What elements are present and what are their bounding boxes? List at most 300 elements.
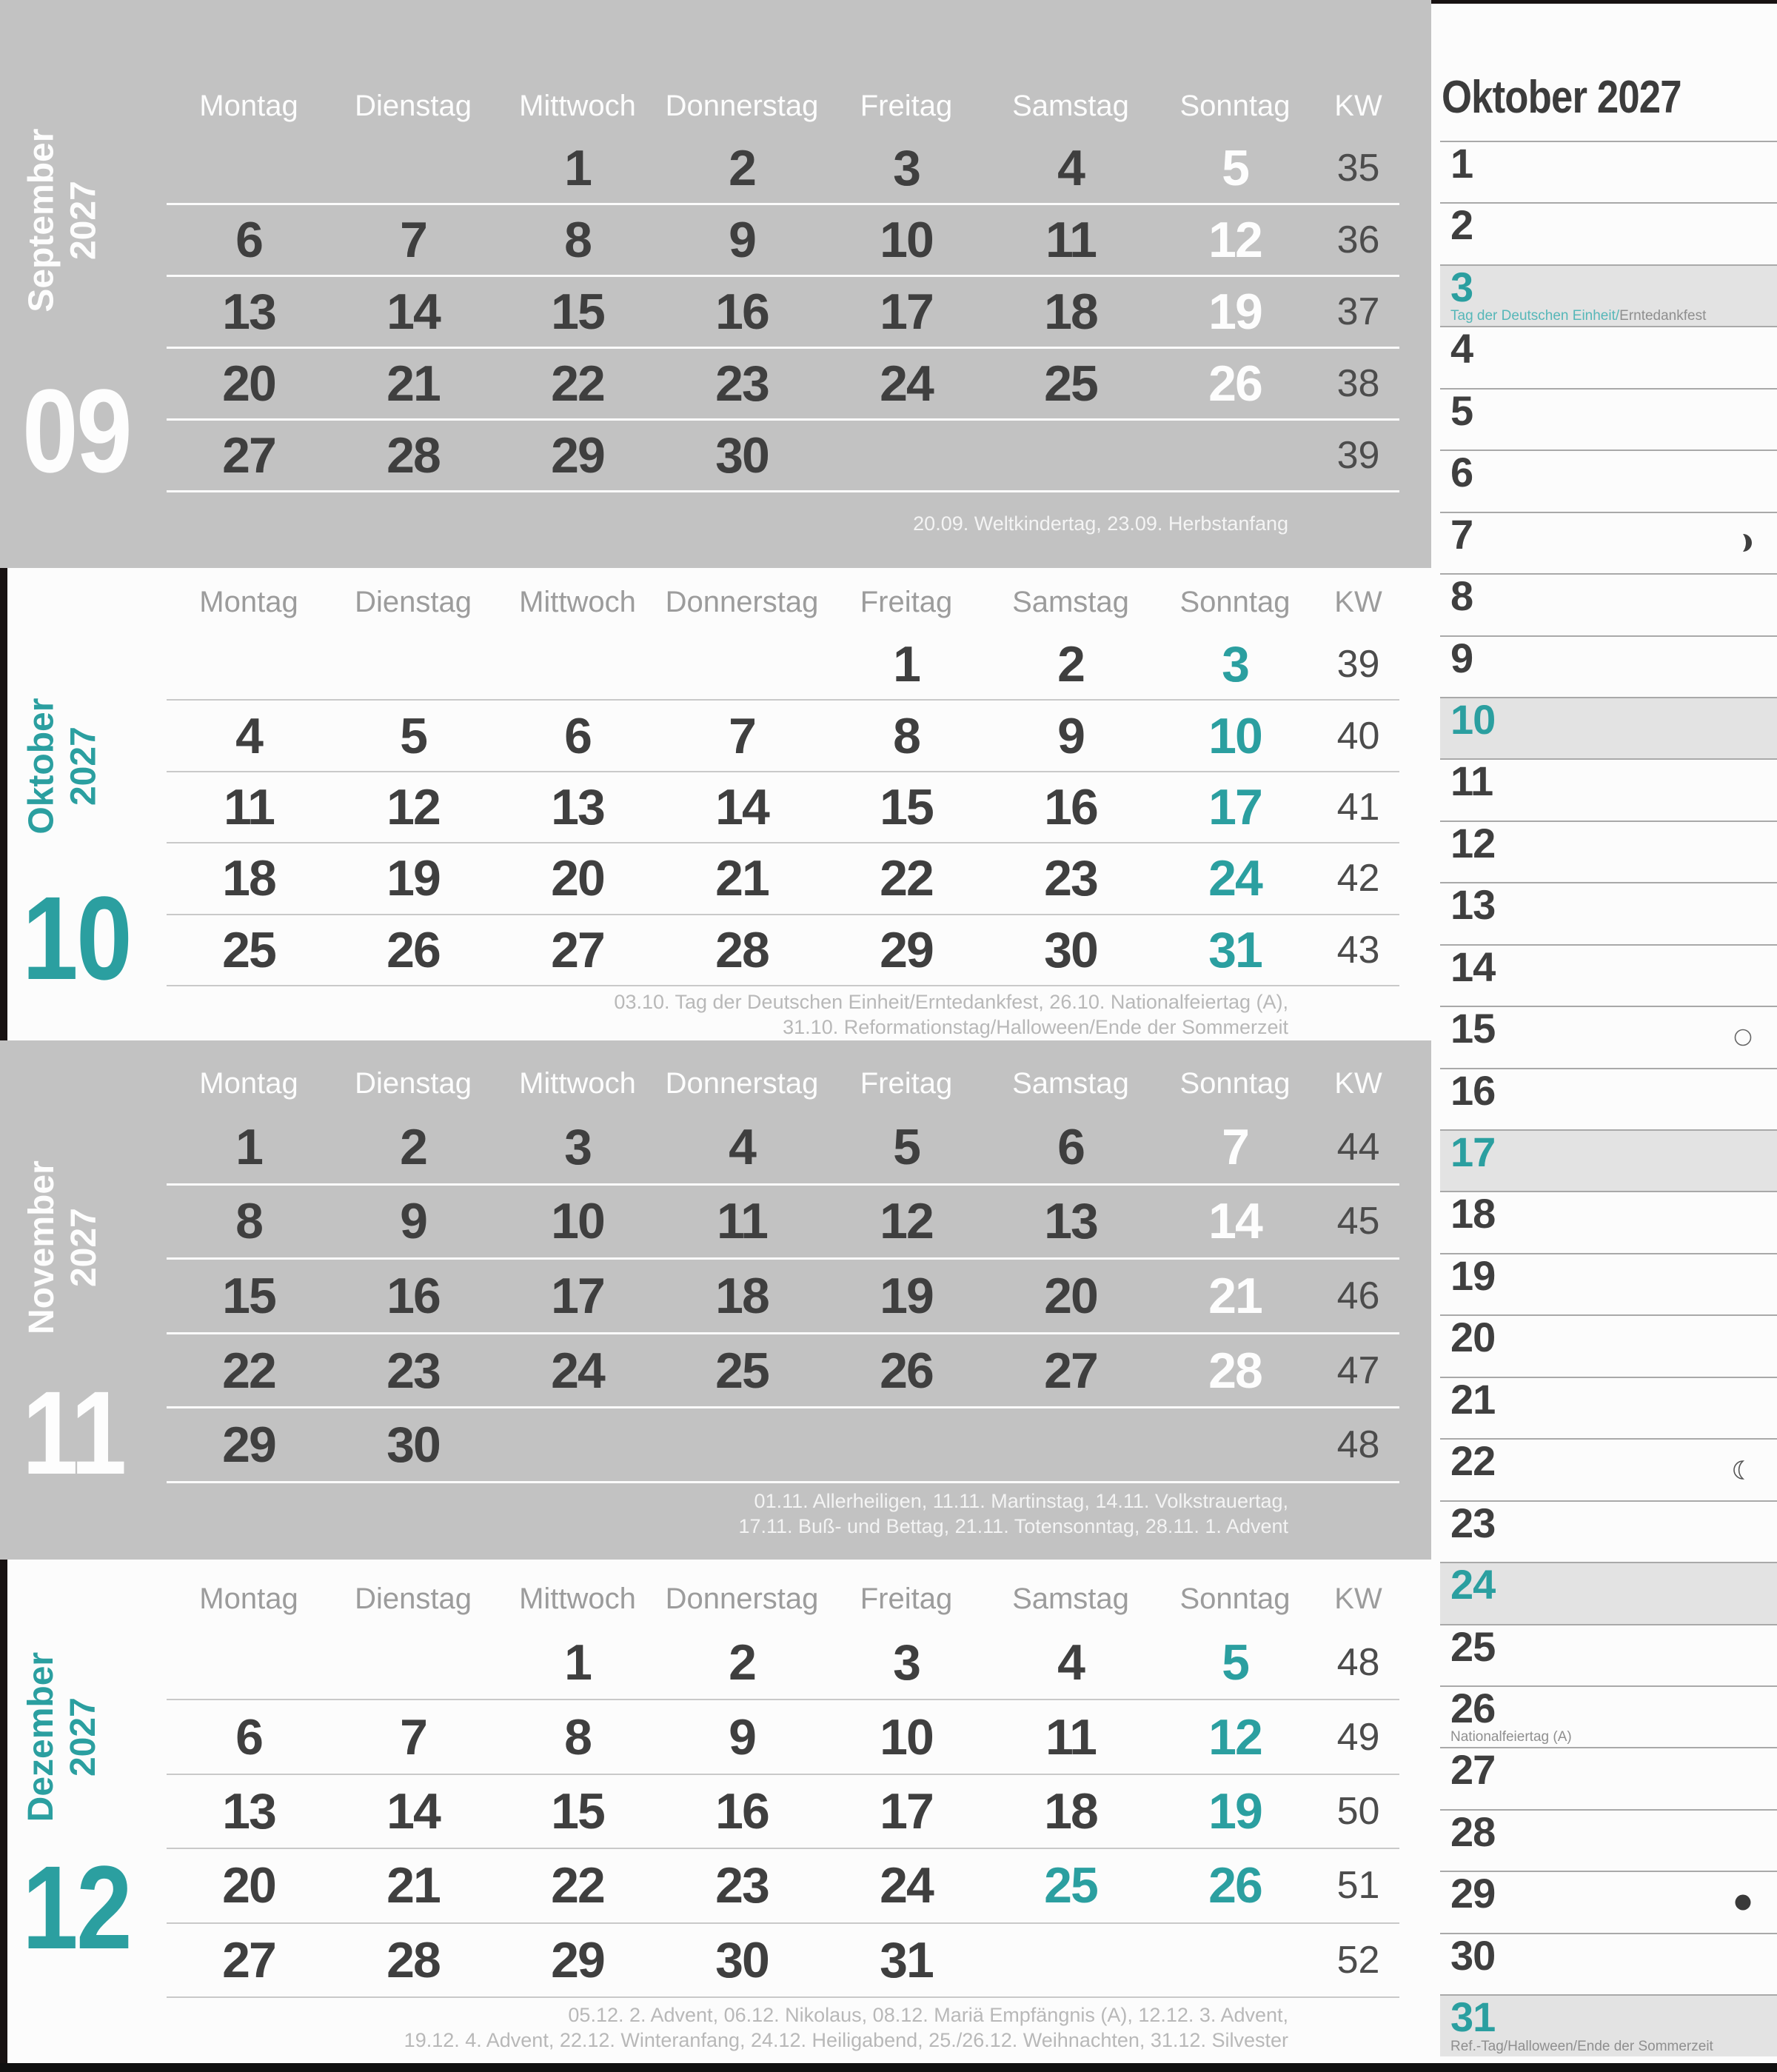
sidebar-day-number: 19 xyxy=(1450,1251,1496,1299)
week-row xyxy=(167,203,1399,275)
sidebar-day-number: 15 xyxy=(1450,1005,1496,1052)
month-name: September xyxy=(21,128,61,313)
week-row xyxy=(167,1626,1399,1699)
sidebar-day-number: 8 xyxy=(1450,572,1473,620)
day-cell xyxy=(331,1626,495,1699)
month-label-year: 2027 xyxy=(64,181,103,261)
calendar-week-number: 39 xyxy=(1336,434,1380,477)
weekday-header-mittwoch: Mittwoch xyxy=(519,586,636,618)
calendar-week-number: 36 xyxy=(1336,218,1380,261)
day-cell xyxy=(988,1924,1153,1996)
day-cell: 22 xyxy=(880,850,933,907)
sidebar-day-row xyxy=(1440,821,1777,882)
day-cell xyxy=(824,1408,988,1481)
sidebar-day-row xyxy=(1440,1129,1777,1191)
week-row xyxy=(167,1183,1399,1258)
weekday-header-mittwoch: Mittwoch xyxy=(519,1583,636,1615)
weekday-header-montag: Montag xyxy=(199,1583,298,1615)
day-cell: 25 xyxy=(1044,1857,1097,1914)
week-row xyxy=(167,1922,1399,1996)
day-cell xyxy=(824,421,988,490)
sidebar-day-row xyxy=(1440,1191,1777,1252)
day-cell: 14 xyxy=(715,779,769,836)
sidebar-day-number: 6 xyxy=(1450,449,1473,496)
sidebar-day-number: 23 xyxy=(1450,1499,1496,1546)
day-cell: 15 xyxy=(551,284,604,340)
month-year-label xyxy=(0,648,126,885)
day-cell: 28 xyxy=(386,427,440,484)
day-cell: 28 xyxy=(715,921,769,978)
day-cell: 18 xyxy=(222,850,275,907)
day-cell xyxy=(331,133,495,203)
day-cell: 1 xyxy=(564,140,591,196)
day-cell: 28 xyxy=(1208,1342,1262,1399)
sidebar-day-number: 18 xyxy=(1450,1190,1496,1237)
day-cell: 5 xyxy=(1222,140,1248,196)
month-holiday-note xyxy=(167,985,1399,1040)
calendar-week-number: 45 xyxy=(1336,1200,1380,1243)
weekday-header-row xyxy=(167,1560,1399,1626)
day-cell xyxy=(660,629,824,699)
month-holiday-note-line: 03.10. Tag der Deutschen Einheit/Erntedankfest, 26.10. Nationalfeiertag (A), xyxy=(614,991,1288,1013)
day-cell: 26 xyxy=(386,921,440,978)
day-cell: 5 xyxy=(1222,1634,1248,1691)
calendar-week-number: 37 xyxy=(1336,290,1380,333)
day-cell: 13 xyxy=(1044,1193,1097,1250)
day-cell xyxy=(331,629,495,699)
month-label-year: 2027 xyxy=(64,1208,103,1288)
day-cell: 15 xyxy=(880,779,933,836)
sidebar-day-number: 2 xyxy=(1450,201,1473,249)
day-cell: 14 xyxy=(386,284,440,340)
calendar-week-number: 40 xyxy=(1336,714,1380,758)
day-cell xyxy=(1153,1924,1317,1996)
day-cell xyxy=(660,1408,824,1481)
calendar-week-number: 50 xyxy=(1336,1790,1380,1834)
month-name: November xyxy=(21,1160,61,1335)
day-cell: 19 xyxy=(386,850,440,907)
sidebar-day-row xyxy=(1440,512,1777,573)
sidebar-day-number: 16 xyxy=(1450,1066,1496,1114)
sidebar-day-holiday-note xyxy=(1450,1729,1572,1745)
week-row xyxy=(167,418,1399,490)
weekday-header-sonntag: Sonntag xyxy=(1179,1583,1291,1615)
kw-header: KW xyxy=(1334,1067,1382,1100)
month-holiday-note-line: 05.12. 2. Advent, 06.12. Nikolaus, 08.12. Mariä Empfängnis (A), 12.12. 3. Advent, xyxy=(568,2004,1288,2026)
sidebar-day-row xyxy=(1440,944,1777,1006)
day-cell: 22 xyxy=(551,355,604,412)
day-cell: 25 xyxy=(222,921,275,978)
month-holiday-note xyxy=(167,490,1399,568)
sidebar-day-number: 14 xyxy=(1450,943,1496,990)
sidebar-day-row xyxy=(1440,697,1777,758)
weekday-header-dienstag: Dienstag xyxy=(355,90,472,122)
calendar-week-number: 35 xyxy=(1336,147,1380,190)
day-cell: 3 xyxy=(1222,636,1248,693)
sidebar-day-number: 1 xyxy=(1450,140,1473,187)
week-rows xyxy=(167,1626,1399,1998)
day-cell: 6 xyxy=(1057,1118,1084,1175)
sidebar-day-number: 24 xyxy=(1450,1561,1496,1608)
day-cell xyxy=(495,629,660,699)
calendar-week-number: 49 xyxy=(1336,1715,1380,1759)
day-cell: 18 xyxy=(715,1267,769,1324)
weekday-header-montag: Montag xyxy=(199,1067,298,1100)
sidebar-day-number: 31 xyxy=(1450,1994,1496,2041)
day-cell: 10 xyxy=(1208,707,1262,764)
day-cell: 11 xyxy=(1045,1708,1096,1765)
sidebar-day-row xyxy=(1440,635,1777,697)
day-cell: 7 xyxy=(400,1708,426,1765)
sidebar-day-row xyxy=(1440,758,1777,820)
month-year-label-text xyxy=(21,698,104,835)
week-row xyxy=(167,771,1399,842)
day-cell: 25 xyxy=(715,1342,769,1399)
weekday-header-dienstag: Dienstag xyxy=(355,1583,472,1615)
month-number: 11 xyxy=(22,1366,125,1499)
weekday-header-montag: Montag xyxy=(199,586,298,618)
day-cell: 18 xyxy=(1044,1783,1097,1840)
month-block-september xyxy=(0,0,1431,568)
month-year-label-text xyxy=(21,1161,104,1335)
weekday-header-montag: Montag xyxy=(199,90,298,122)
sidebar-day-number: 13 xyxy=(1450,881,1496,929)
calendar-week-number: 39 xyxy=(1336,643,1380,686)
weekday-header-sonntag: Sonntag xyxy=(1179,586,1291,618)
day-cell: 22 xyxy=(551,1857,604,1914)
day-cell: 29 xyxy=(551,427,604,484)
month-holiday-note-line: 01.11. Allerheiligen, 11.11. Martinstag, 14.11. Volkstrauertag, xyxy=(754,1490,1288,1512)
day-cell: 19 xyxy=(1208,1783,1262,1840)
day-cell: 16 xyxy=(1044,779,1097,836)
weekday-header-samstag: Samstag xyxy=(1012,90,1129,122)
weekday-header-mittwoch: Mittwoch xyxy=(519,1067,636,1100)
week-row xyxy=(167,1848,1399,1922)
week-rows xyxy=(167,133,1399,492)
sidebar-day-row xyxy=(1440,1933,1777,1994)
day-cell: 30 xyxy=(1044,921,1097,978)
sidebar-day-number: 22 xyxy=(1450,1437,1496,1485)
sidebar-day-row xyxy=(1440,326,1777,387)
sidebar-day-row xyxy=(1440,388,1777,450)
month-year-label-text xyxy=(21,1652,104,1822)
day-cell xyxy=(167,629,331,699)
day-cell: 20 xyxy=(1044,1267,1097,1324)
week-row xyxy=(167,1406,1399,1481)
sidebar-day-row xyxy=(1440,882,1777,943)
day-cell: 3 xyxy=(893,140,920,196)
day-cell xyxy=(1153,421,1317,490)
sidebar-day-number: 26 xyxy=(1450,1684,1496,1731)
weekday-header-samstag: Samstag xyxy=(1012,586,1129,618)
day-cell: 4 xyxy=(729,1118,755,1175)
day-cell: 4 xyxy=(235,707,262,764)
day-cell: 10 xyxy=(880,1708,933,1765)
calendar-week-number: 38 xyxy=(1336,362,1380,405)
weekday-header-dienstag: Dienstag xyxy=(355,1067,472,1100)
day-cell: 5 xyxy=(893,1118,920,1175)
week-row xyxy=(167,1332,1399,1407)
day-cell: 9 xyxy=(729,212,755,268)
weekday-header-row xyxy=(167,0,1399,133)
day-cell: 8 xyxy=(893,707,920,764)
day-cell: 9 xyxy=(1057,707,1084,764)
day-cell: 14 xyxy=(1208,1193,1262,1250)
week-rows xyxy=(167,629,1399,986)
sidebar-note-part: Tag der Deutschen Einheit/ xyxy=(1450,308,1620,324)
day-cell: 18 xyxy=(1044,284,1097,340)
week-rows xyxy=(167,1111,1399,1483)
day-cell: 10 xyxy=(551,1193,604,1250)
day-cell: 27 xyxy=(1044,1342,1097,1399)
day-cell: 25 xyxy=(1044,355,1097,412)
day-cell: 28 xyxy=(386,1931,440,1988)
day-cell: 8 xyxy=(564,212,591,268)
sidebar-note-part: Erntedankfest xyxy=(1619,308,1707,324)
sidebar-day-number: 20 xyxy=(1450,1314,1496,1361)
day-cell: 20 xyxy=(222,1857,275,1914)
sidebar-day-number: 29 xyxy=(1450,1870,1496,1917)
day-cell: 13 xyxy=(222,1783,275,1840)
sidebar-day-rows xyxy=(1440,141,1777,2056)
day-cell xyxy=(167,1626,331,1699)
day-cell: 7 xyxy=(729,707,755,764)
day-cell: 21 xyxy=(386,355,440,412)
day-cell: 24 xyxy=(551,1342,604,1399)
day-cell: 7 xyxy=(400,212,426,268)
weekday-header-row xyxy=(167,1040,1399,1111)
day-cell: 24 xyxy=(880,1857,933,1914)
day-cell xyxy=(167,133,331,203)
month-block-oktober xyxy=(0,568,1431,1040)
new-moon-icon xyxy=(1731,1891,1755,1914)
day-cell: 5 xyxy=(400,707,426,764)
day-cell: 2 xyxy=(729,140,755,196)
month-holiday-note-line: 19.12. 4. Advent, 22.12. Winteranfang, 24.12. Heiligabend, 25./26.12. Weihnachten, 31.12. Silvester xyxy=(404,2029,1288,2052)
day-cell: 6 xyxy=(564,707,591,764)
day-cell: 8 xyxy=(564,1708,591,1765)
month-year-label-text xyxy=(21,129,104,313)
sidebar-day-row xyxy=(1440,202,1777,264)
day-cell: 10 xyxy=(880,212,933,268)
day-cell: 31 xyxy=(1208,921,1262,978)
kw-header: KW xyxy=(1334,90,1382,122)
day-cell: 4 xyxy=(1057,140,1084,196)
day-cell: 31 xyxy=(880,1931,933,1988)
week-row xyxy=(167,347,1399,418)
day-cell: 27 xyxy=(551,921,604,978)
day-cell: 11 xyxy=(717,1193,767,1250)
sidebar-note-part: Nationalfeiertag (A) xyxy=(1450,1729,1572,1745)
sidebar-day-row xyxy=(1440,1006,1777,1067)
sidebar-note-part: Ref.-Tag/Halloween/Ende der Sommerzeit xyxy=(1450,2038,1713,2054)
day-cell: 24 xyxy=(1208,850,1262,907)
day-cell: 23 xyxy=(715,1857,769,1914)
day-cell: 11 xyxy=(224,779,274,836)
day-cell: 29 xyxy=(880,921,933,978)
month-holiday-note-line: 31.10. Reformationstag/Halloween/Ende der Sommerzeit xyxy=(783,1016,1288,1039)
day-cell: 15 xyxy=(551,1783,604,1840)
calendar-week-number: 48 xyxy=(1336,1423,1380,1467)
sidebar-day-row xyxy=(1440,1747,1777,1808)
week-row xyxy=(167,1257,1399,1332)
day-cell: 13 xyxy=(222,284,275,340)
weekday-header-freitag: Freitag xyxy=(860,90,953,122)
day-cell: 12 xyxy=(1208,212,1262,268)
day-cell: 20 xyxy=(551,850,604,907)
day-cell: 19 xyxy=(1208,284,1262,340)
sidebar-day-holiday-note xyxy=(1450,2039,1713,2055)
sidebar-day-row xyxy=(1440,141,1777,202)
day-cell: 16 xyxy=(386,1267,440,1324)
day-cell: 30 xyxy=(386,1417,440,1474)
sidebar-day-number: 25 xyxy=(1450,1622,1496,1670)
day-cell: 17 xyxy=(1208,779,1262,836)
sidebar-day-row xyxy=(1440,1562,1777,1623)
sidebar-day-number: 11 xyxy=(1450,758,1493,805)
day-cell: 6 xyxy=(235,212,262,268)
day-cell: 12 xyxy=(386,779,440,836)
day-cell: 29 xyxy=(222,1417,275,1474)
calendar-week-number: 51 xyxy=(1336,1864,1380,1908)
week-row xyxy=(167,699,1399,770)
sidebar-day-row xyxy=(1440,573,1777,635)
week-row xyxy=(167,275,1399,347)
calendar-week-number: 41 xyxy=(1336,786,1380,829)
day-cell: 17 xyxy=(880,284,933,340)
weekday-header-sonntag: Sonntag xyxy=(1179,1067,1291,1100)
weekday-header-samstag: Samstag xyxy=(1012,1067,1129,1100)
day-cell: 3 xyxy=(564,1118,591,1175)
weekday-header-freitag: Freitag xyxy=(860,1067,953,1100)
day-cell: 20 xyxy=(222,355,275,412)
week-row xyxy=(167,629,1399,699)
month-number: 12 xyxy=(22,1841,131,1974)
day-cell: 24 xyxy=(880,355,933,412)
sidebar-day-row xyxy=(1440,1438,1777,1500)
day-cell: 2 xyxy=(729,1634,755,1691)
calendar-week-number: 48 xyxy=(1336,1641,1380,1685)
sidebar-day-row xyxy=(1440,264,1777,326)
week-row xyxy=(167,1774,1399,1848)
calendar-week-number: 46 xyxy=(1336,1274,1380,1317)
day-cell: 21 xyxy=(715,850,769,907)
day-cell: 26 xyxy=(880,1342,933,1399)
day-cell: 9 xyxy=(729,1708,755,1765)
calendar-week-number: 44 xyxy=(1336,1125,1380,1169)
month-year-label xyxy=(0,102,126,339)
month-holiday-note xyxy=(167,1996,1399,2072)
day-cell: 12 xyxy=(880,1193,933,1250)
weekday-header-row xyxy=(167,568,1399,629)
sidebar-day-number: 27 xyxy=(1450,1746,1496,1794)
day-cell: 21 xyxy=(1208,1267,1262,1324)
day-cell: 6 xyxy=(235,1708,262,1765)
day-cell xyxy=(495,1408,660,1481)
calendar-week-number: 43 xyxy=(1336,928,1380,972)
month-year-label xyxy=(0,1619,126,1856)
weekday-header-sonntag: Sonntag xyxy=(1179,90,1291,122)
sidebar-title: Oktober 2027 xyxy=(1442,72,1681,123)
day-cell: 23 xyxy=(715,355,769,412)
weekday-header-donnerstag: Donnerstag xyxy=(665,90,819,122)
sidebar-day-row xyxy=(1440,1253,1777,1314)
month-number: 10 xyxy=(22,872,131,1004)
weekday-header-donnerstag: Donnerstag xyxy=(665,1067,819,1100)
day-cell: 30 xyxy=(715,1931,769,1988)
sidebar-day-number: 10 xyxy=(1450,695,1496,743)
day-cell: 2 xyxy=(400,1118,426,1175)
day-cell: 7 xyxy=(1222,1118,1248,1175)
sidebar-day-row xyxy=(1440,1685,1777,1747)
day-cell: 11 xyxy=(1045,212,1096,268)
sidebar-day-number: 21 xyxy=(1450,1375,1496,1423)
waning-crescent-icon xyxy=(1731,1458,1755,1482)
day-cell: 14 xyxy=(386,1783,440,1840)
day-cell: 26 xyxy=(1208,355,1262,412)
day-cell xyxy=(988,1408,1153,1481)
sidebar-day-number: 30 xyxy=(1450,1931,1496,1979)
month-day-list-sidebar xyxy=(1440,0,1777,2072)
calendar-week-number: 47 xyxy=(1336,1349,1380,1392)
weekday-header-donnerstag: Donnerstag xyxy=(665,1583,819,1615)
day-cell: 27 xyxy=(222,427,275,484)
sidebar-day-row xyxy=(1440,1624,1777,1685)
sidebar-day-row xyxy=(1440,1871,1777,1932)
sidebar-day-number: 4 xyxy=(1450,325,1473,372)
month-label-year: 2027 xyxy=(64,726,103,806)
day-cell: 29 xyxy=(551,1931,604,1988)
sidebar-day-row xyxy=(1440,1500,1777,1562)
month-label-year: 2027 xyxy=(64,1697,103,1777)
month-block-dezember xyxy=(0,1560,1431,2072)
day-cell xyxy=(1153,1408,1317,1481)
sidebar-day-row xyxy=(1440,450,1777,511)
sidebar-day-number: 7 xyxy=(1450,510,1473,558)
week-row xyxy=(167,133,1399,203)
day-cell: 23 xyxy=(386,1342,440,1399)
day-cell: 23 xyxy=(1044,850,1097,907)
kw-header: KW xyxy=(1334,1583,1382,1615)
sidebar-day-row xyxy=(1440,1377,1777,1438)
day-cell: 15 xyxy=(222,1267,275,1324)
weekday-header-donnerstag: Donnerstag xyxy=(665,586,819,618)
sidebar-day-number: 17 xyxy=(1450,1129,1496,1175)
month-number: 09 xyxy=(22,364,131,497)
day-cell: 9 xyxy=(400,1193,426,1250)
weekday-header-samstag: Samstag xyxy=(1012,1583,1129,1615)
day-cell: 8 xyxy=(235,1193,262,1250)
day-cell: 1 xyxy=(893,636,920,693)
day-cell: 16 xyxy=(715,284,769,340)
day-cell xyxy=(988,421,1153,490)
day-cell: 12 xyxy=(1208,1708,1262,1765)
month-holiday-note-line: 20.09. Weltkindertag, 23.09. Herbstanfang xyxy=(913,512,1288,535)
sidebar-day-number: 12 xyxy=(1450,819,1496,866)
sidebar-day-row xyxy=(1440,1068,1777,1129)
calendar-week-number: 52 xyxy=(1336,1938,1380,1982)
month-holiday-note-line: 17.11. Buß- und Bettag, 21.11. Totensonntag, 28.11. 1. Advent xyxy=(738,1515,1288,1538)
day-cell: 1 xyxy=(235,1118,262,1175)
day-cell: 26 xyxy=(1208,1857,1262,1914)
sidebar-day-number: 3 xyxy=(1450,263,1473,310)
day-cell: 19 xyxy=(880,1267,933,1324)
day-cell: 4 xyxy=(1057,1634,1084,1691)
sidebar-day-number: 5 xyxy=(1450,387,1473,434)
weekday-header-mittwoch: Mittwoch xyxy=(519,90,636,122)
month-name: Oktober xyxy=(21,698,61,835)
kw-header: KW xyxy=(1334,586,1382,618)
